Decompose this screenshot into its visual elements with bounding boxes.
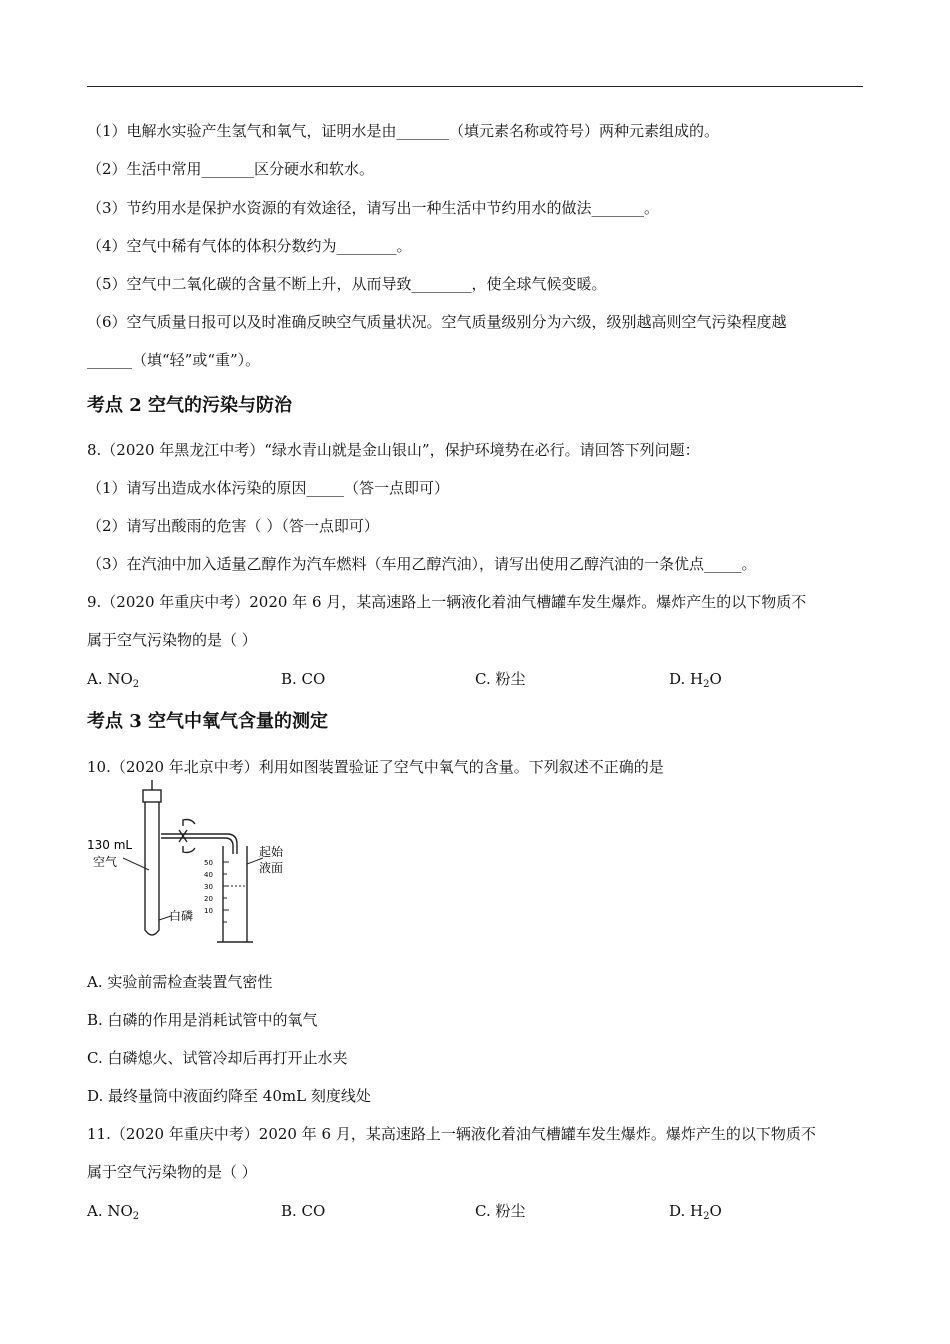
q11-stem-1: 11.（2020 年重庆中考）2020 年 6 月，某高速路上一辆液化着油气槽罐车发生爆炸。爆炸产生的以下物质不 bbox=[87, 1125, 816, 1143]
q8-part-3: （3）在汽油中加入适量乙醇作为汽车燃料（车用乙醇汽油），请写出使用乙醇汽油的一条优点_____。 bbox=[87, 555, 757, 573]
start-label: 起始 bbox=[259, 845, 284, 859]
scale-30: 30 bbox=[204, 883, 213, 891]
q11-stem-2: 属于空气污染物的是（ ） bbox=[87, 1163, 257, 1181]
q10-option-a: A. 实验前需检查装置气密性 bbox=[87, 973, 273, 991]
connecting-tube bbox=[161, 834, 237, 854]
q10-option-c: C. 白磷熄火、试管冷却后再打开止水夹 bbox=[87, 1049, 348, 1067]
q11-option-c: C. 粉尘 bbox=[475, 1202, 526, 1220]
q11-option-b: B. CO bbox=[281, 1202, 326, 1220]
scale-10: 10 bbox=[204, 907, 213, 915]
test-tube bbox=[145, 802, 159, 935]
q7-part-3: （3）节约用水是保护水资源的有效途径，请写出一种生活中节约用水的做法_______。 bbox=[87, 199, 660, 217]
q10-option-b: B. 白磷的作用是消耗试管中的氧气 bbox=[87, 1011, 318, 1029]
q9-stem-2: 属于空气污染物的是（ ） bbox=[87, 631, 257, 649]
phosphorus-label: 白磷 bbox=[169, 909, 194, 923]
q11-option-d: D. $H_2O$ bbox=[669, 1202, 722, 1222]
q8-part-1: （1）请写出造成水体污染的原因_____（答一点即可） bbox=[87, 479, 450, 497]
scale-40: 40 bbox=[204, 871, 213, 879]
header-rule bbox=[87, 86, 863, 87]
q7-part-2: （2）生活中常用_______区分硬水和软水。 bbox=[87, 160, 375, 178]
q8-stem: 8.（2020 年黑龙江中考）“绿水青山就是金山银山”，保护环境势在必行。请回答下列问题： bbox=[87, 441, 700, 459]
q11-option-a: A. $NO_2$ bbox=[87, 1202, 140, 1222]
q9-option-a: A. $NO_2$ bbox=[87, 670, 140, 690]
q9-option-d: D. $H_2O$ bbox=[669, 670, 722, 690]
volume-label: 130 mL bbox=[87, 838, 133, 852]
air-label: 空气 bbox=[93, 855, 118, 869]
graduated-cylinder bbox=[223, 846, 247, 942]
apparatus-figure bbox=[87, 774, 307, 944]
q10-stem: 10.（2020 年北京中考）利用如图装置验证了空气中氧气的含量。下列叙述不正确的是 bbox=[87, 758, 664, 776]
q9-option-c: C. 粉尘 bbox=[475, 670, 526, 688]
q9-option-b: B. CO bbox=[281, 670, 326, 688]
q7-part-4: （4）空气中稀有气体的体积分数约为________。 bbox=[87, 237, 412, 255]
clamp bbox=[179, 830, 187, 842]
stopper bbox=[143, 790, 161, 802]
scale-50: 50 bbox=[204, 859, 213, 867]
q9-stem-1: 9.（2020 年重庆中考）2020 年 6 月，某高速路上一辆液化着油气槽罐车发生爆炸。爆炸产生的以下物质不 bbox=[87, 593, 807, 611]
q7-part-1: （1）电解水实验产生氢气和氧气，证明水是由_______（填元素名称或符号）两种元素组成的。 bbox=[87, 122, 720, 140]
level-label: 液面 bbox=[259, 861, 284, 875]
q10-option-d: D. 最终量筒中液面约降至 40mL 刻度线处 bbox=[87, 1087, 371, 1105]
q8-part-2: （2）请写出酸雨的危害（ ）（答一点即可） bbox=[87, 517, 379, 535]
section-3-heading: 考点 3 空气中氧气含量的测定 bbox=[87, 711, 329, 732]
q7-part-5: （5）空气中二氧化碳的含量不断上升，从而导致________，使全球气候变暖。 bbox=[87, 275, 607, 293]
scale-20: 20 bbox=[204, 895, 213, 903]
section-2-heading: 考点 2 空气的污染与防治 bbox=[87, 395, 293, 416]
q7-part-6: （6）空气质量日报可以及时准确反映空气质量状况。空气质量级别分为六级，级别越高则空气污染程度越 bbox=[87, 313, 787, 331]
q7-part-6-cont: ______（填“轻”或“重”）。 bbox=[87, 351, 261, 369]
